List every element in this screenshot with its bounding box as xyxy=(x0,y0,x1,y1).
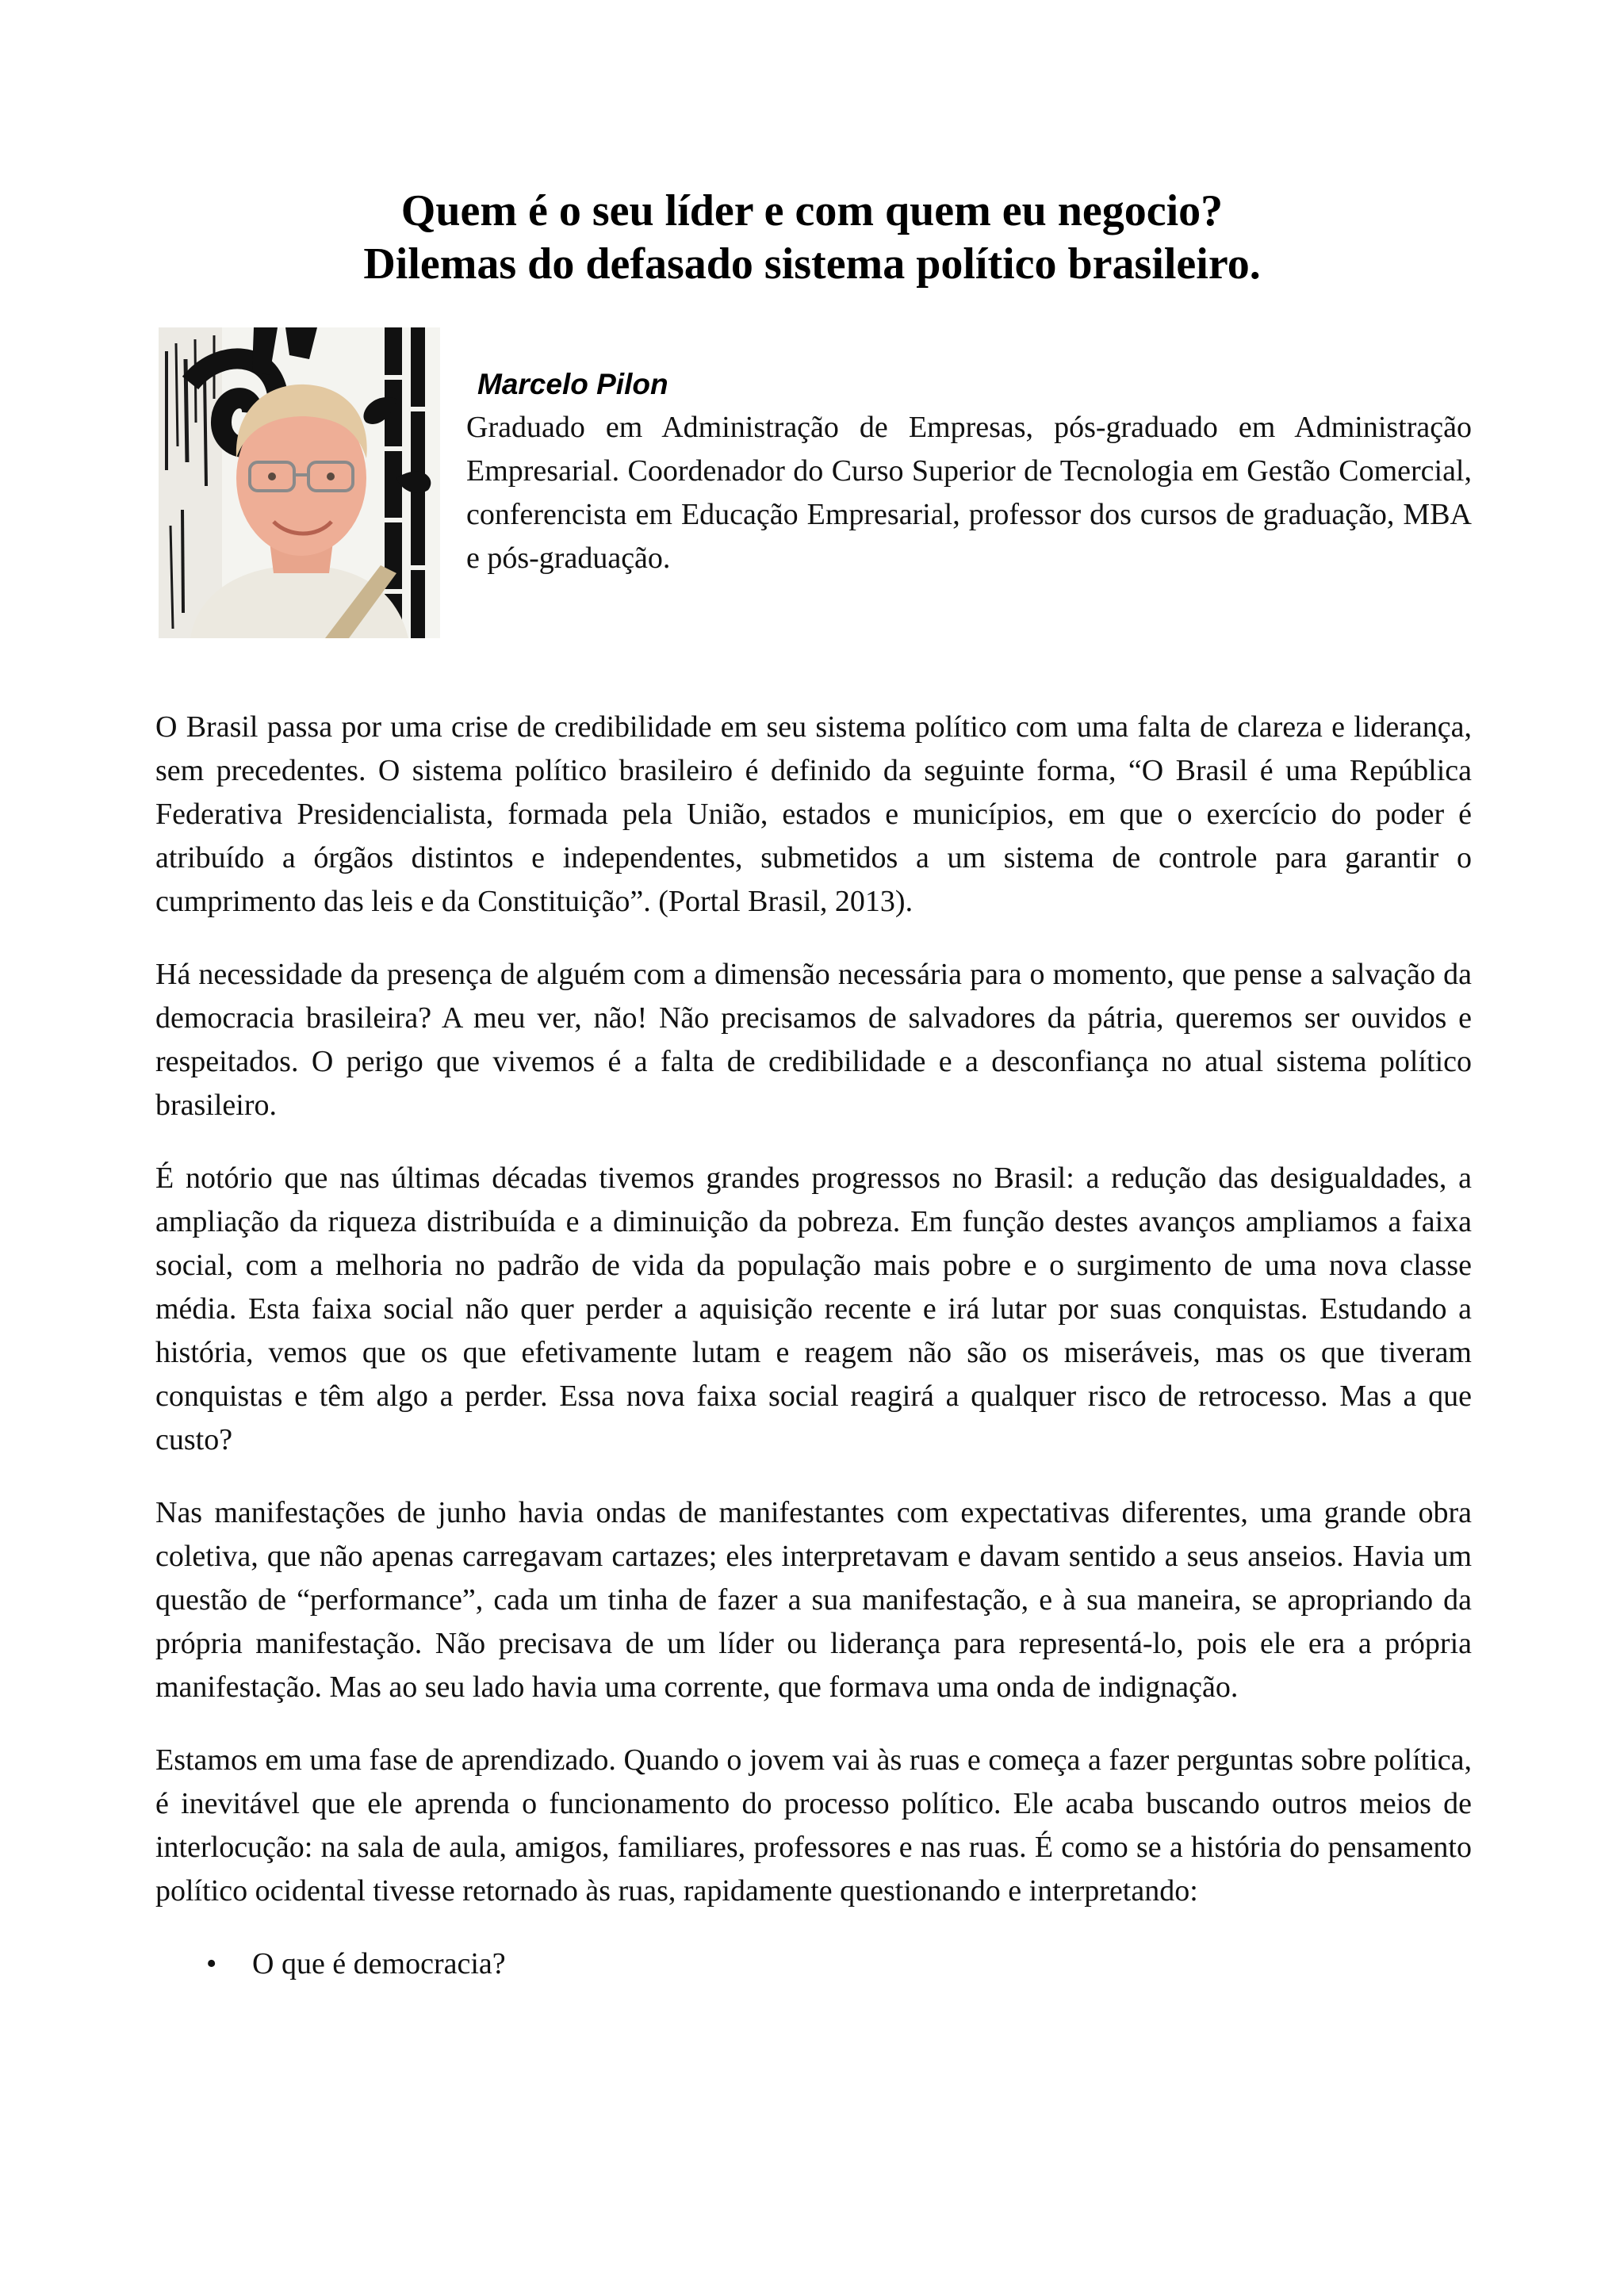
article-body xyxy=(155,706,1472,1986)
paragraph-3: É notório que nas últimas décadas tivemos grandes progressos no Brasil: a redução das desigualdades, a ampliação da riqueza distribuída e a diminuição da pobreza. Em função destes avanços ampliamos a faixa social, com a melhoria no padrão de vida da população mais pobre e o surgimento de uma nova classe média. Esta faixa social não quer perder a aquisição recente e irá lutar por suas conquistas. Estudando a história, vemos que os que efetivamente lutam e reagem não são os miseráveis, mas os que tiveram conquistas e têm algo a perder. Essa nova faixa social reagirá a qualquer risco de retrocesso. Mas a que custo? xyxy=(155,1161,1472,1456)
bullet-list xyxy=(155,1942,1472,1986)
author-portrait-icon xyxy=(159,327,440,638)
paragraph-2: Há necessidade da presença de alguém com a dimensão necessária para o momento, que pense a salvação da democracia brasileira? A meu ver, não! Não precisamos de salvadores da pátria, queremos ser ouvidos e respeitados. O perigo que vivemos é a falta de credibilidade e a desconfiança no atual sistema político brasileiro. xyxy=(155,958,1472,1122)
author-bio: Graduado em Administração de Empresas, pós-graduado em Administração Empresarial. Coordenador do Curso Superior de Tecnologia em Gestão Comercial, conferencista em Educação Empresarial, professor dos cursos de graduação, MBA e pós-graduação. xyxy=(466,411,1472,575)
list-item-text: O que é democracia? xyxy=(252,1947,506,1980)
paragraph-4: Nas manifestações de junho havia ondas de manifestantes com expectativas diferentes, uma grande obra coletiva, que não apenas carregavam cartazes; eles interpretavam e davam sentido a seus anseios. Havia um questão de “performance”, cada um tinha de fazer a sua manifestação, e à sua maneira, se apropriando da própria manifestação. Não precisava de um líder ou liderança para representá-lo, pois ele era a própria manifestação. Mas ao seu lado havia uma corrente, que formava uma onda de indignação. xyxy=(155,1496,1472,1704)
title-line-1: Quem é o seu líder e com quem eu negocio? xyxy=(400,186,1224,235)
document-title xyxy=(0,185,1624,291)
paragraph-1: O Brasil passa por uma crise de credibilidade em seu sistema político com uma falta de clareza e liderança, sem precedentes. O sistema político brasileiro é definido da seguinte forma, “O Brasil é uma República Federativa Presidencialista, formada pela União, estados e municípios, em que o exercício do poder é atribuído a órgãos distintos e independentes, submetidos a um sistema de controle para garantir o cumprimento das leis e da Constituição”. (Portal Brasil, 2013). xyxy=(155,710,1472,918)
paragraph-5: Estamos em uma fase de aprendizado. Quando o jovem vai às ruas e começa a fazer perguntas sobre política, é inevitável que ele aprenda o funcionamento do processo político. Ele acaba buscando outros meios de interlocução: na sala de aula, amigos, familiares, professores e nas ruas. É como se a história do pensamento político ocidental tivesse retornado às ruas, rapidamente questionando e interpretando: xyxy=(155,1743,1472,1908)
bullet-icon: • xyxy=(206,1947,217,1980)
author-name: Marcelo Pilon xyxy=(477,368,668,400)
author-photo xyxy=(159,327,440,638)
list-item xyxy=(155,1942,1472,1986)
title-line-2: Dilemas do defasado sistema político brasileiro. xyxy=(363,239,1261,289)
author-box xyxy=(466,365,1472,580)
